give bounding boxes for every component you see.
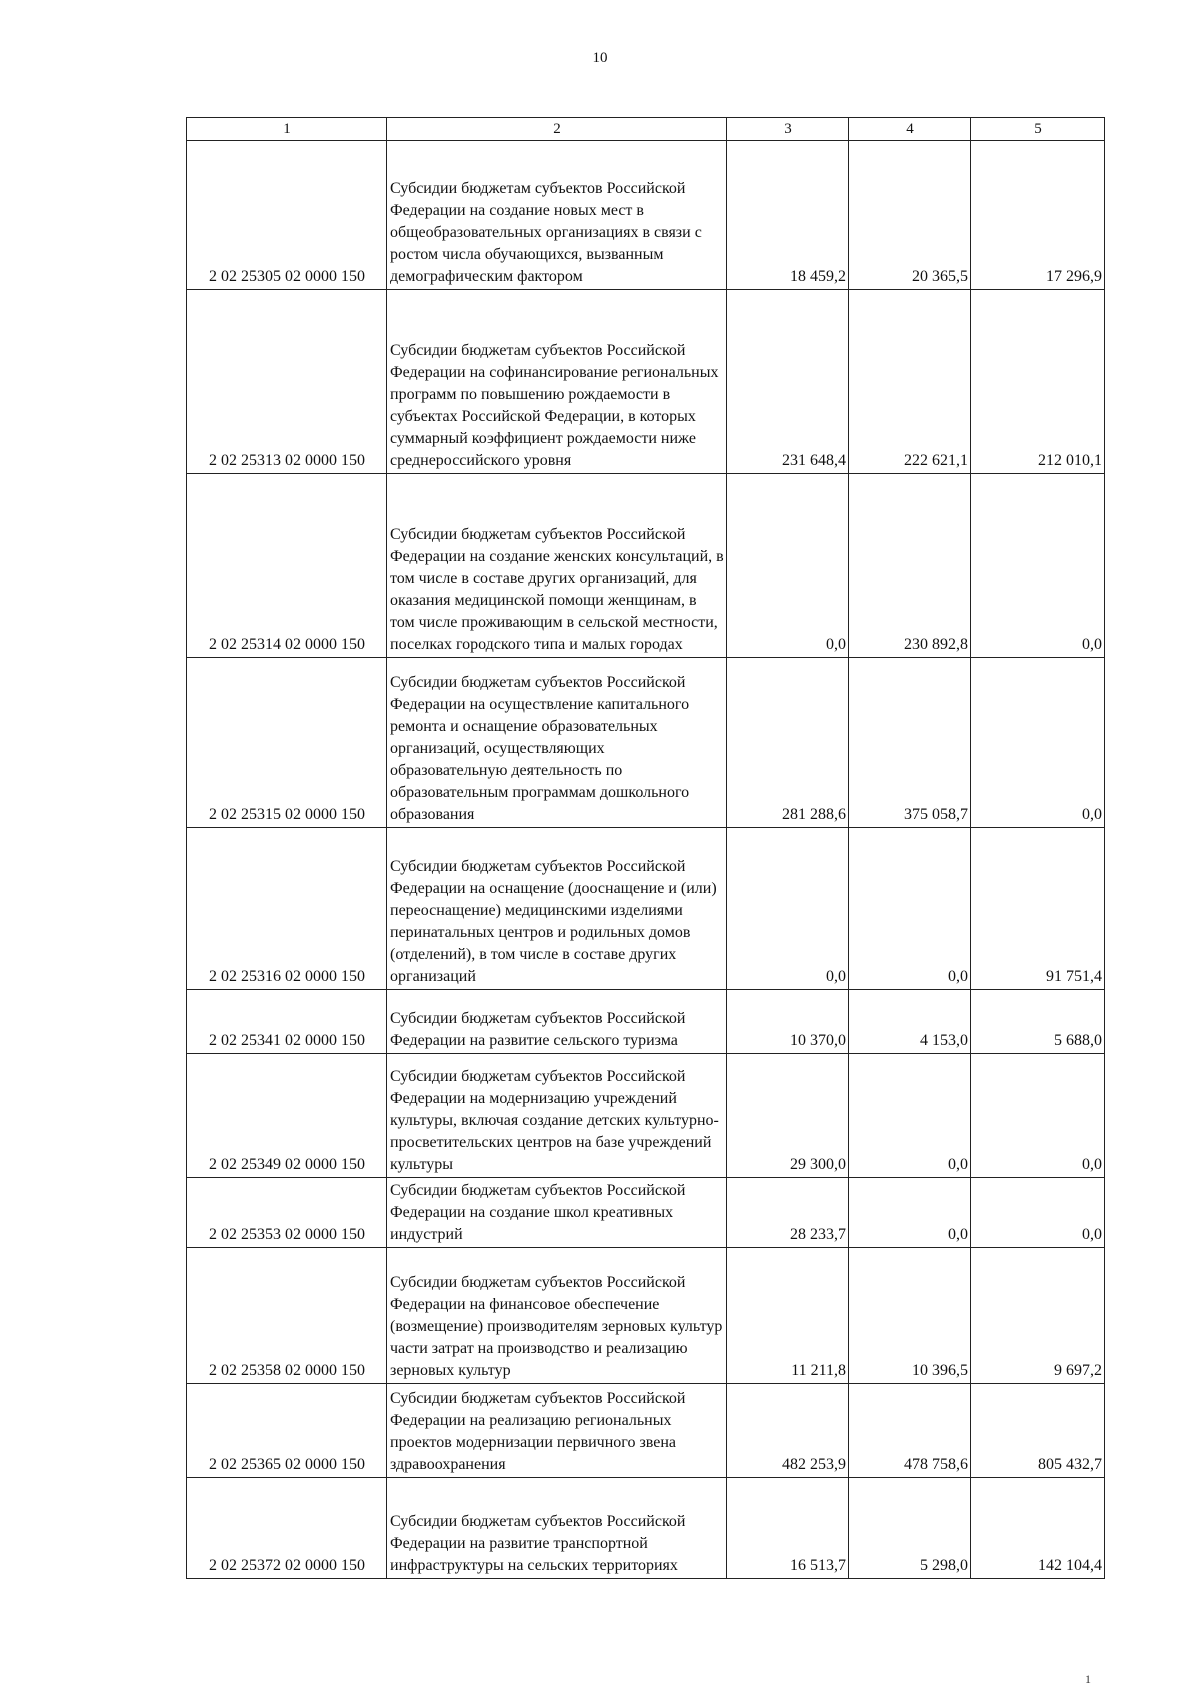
amount-col4-cell: 478 758,6 [849,1384,971,1478]
amount-col3-cell: 281 288,6 [727,658,849,828]
description-cell: Субсидии бюджетам субъектов Российской Федерации на развитие транспортной инфраструктуры на сельских территориях [387,1478,727,1579]
description-cell: Субсидии бюджетам субъектов Российской Федерации на оснащение (дооснащение и (или) переоснащение) медицинскими изделиями перинатальных центров и родильных домов (отделений), в том числе в составе других организаций [387,828,727,990]
amount-col5-cell: 212 010,1 [971,290,1105,474]
amount-col5-cell: 0,0 [971,1054,1105,1178]
amount-col5-cell: 0,0 [971,1178,1105,1248]
amount-col5-cell: 0,0 [971,658,1105,828]
header-col-4: 4 [849,118,971,141]
amount-col3-cell: 11 211,8 [727,1248,849,1384]
table-header-row [187,118,1105,141]
budget-code-cell: 2 02 25349 02 0000 150 [187,1054,387,1178]
header-col-5: 5 [971,118,1105,141]
table-row [187,990,1105,1054]
budget-code-cell: 2 02 25358 02 0000 150 [187,1248,387,1384]
amount-col3-cell: 28 233,7 [727,1178,849,1248]
description-cell: Субсидии бюджетам субъектов Российской Федерации на финансовое обеспечение (возмещение) производителям зерновых культур части затрат на производство и реализацию зерновых культур [387,1248,727,1384]
amount-col4-cell: 10 396,5 [849,1248,971,1384]
page-number: 10 [592,50,608,66]
table-row [187,141,1105,290]
budget-code-cell: 2 02 25316 02 0000 150 [187,828,387,990]
table-row [187,474,1105,658]
amount-col4-cell: 5 298,0 [849,1478,971,1579]
table-row [187,1054,1105,1178]
budget-revenue-table [186,117,1105,1579]
description-cell: Субсидии бюджетам субъектов Российской Федерации на создание школ креативных индустрий [387,1178,727,1248]
header-col-2: 2 [387,118,727,141]
amount-col3-cell: 29 300,0 [727,1054,849,1178]
amount-col3-cell: 231 648,4 [727,290,849,474]
budget-code-cell: 2 02 25305 02 0000 150 [187,141,387,290]
amount-col5-cell: 142 104,4 [971,1478,1105,1579]
description-cell: Субсидии бюджетам субъектов Российской Федерации на развитие сельского туризма [387,990,727,1054]
amount-col4-cell: 0,0 [849,1054,971,1178]
amount-col3-cell: 10 370,0 [727,990,849,1054]
amount-col4-cell: 222 621,1 [849,290,971,474]
description-cell: Субсидии бюджетам субъектов Российской Федерации на реализацию региональных проектов модернизации первичного звена здравоохранения [387,1384,727,1478]
budget-code-cell: 2 02 25341 02 0000 150 [187,990,387,1054]
amount-col5-cell: 9 697,2 [971,1248,1105,1384]
table-row [187,828,1105,990]
header-col-3: 3 [727,118,849,141]
description-cell: Субсидии бюджетам субъектов Российской Федерации на создание женских консультаций, в том числе в составе других организаций, для оказания медицинской помощи женщинам, в том числе проживающим в сельской местности, поселках городского типа и малых городах [387,474,727,658]
amount-col5-cell: 805 432,7 [971,1384,1105,1478]
table-row [187,1248,1105,1384]
table-row [187,290,1105,474]
amount-col5-cell: 91 751,4 [971,828,1105,990]
table-row [187,1178,1105,1248]
budget-code-cell: 2 02 25365 02 0000 150 [187,1384,387,1478]
description-cell: Субсидии бюджетам субъектов Российской Федерации на софинансирование региональных программ по повышению рождаемости в субъектах Российской Федерации, в которых суммарный коэффициент рождаемости ниже среднероссийского уровня [387,290,727,474]
table-row [187,1478,1105,1579]
amount-col5-cell: 17 296,9 [971,141,1105,290]
amount-col4-cell: 20 365,5 [849,141,971,290]
amount-col4-cell: 375 058,7 [849,658,971,828]
budget-code-cell: 2 02 25315 02 0000 150 [187,658,387,828]
budget-code-cell: 2 02 25314 02 0000 150 [187,474,387,658]
amount-col3-cell: 18 459,2 [727,141,849,290]
description-cell: Субсидии бюджетам субъектов Российской Федерации на создание новых мест в общеобразовательных организациях в связи с ростом числа обучающихся, вызванным демографическим фактором [387,141,727,290]
description-cell: Субсидии бюджетам субъектов Российской Федерации на осуществление капитального ремонта и оснащение образовательных организаций, осуществляющих образовательную деятельность по образовательным программам дошкольного образования [387,658,727,828]
header-col-1: 1 [187,118,387,141]
corner-mark: 1 [1085,1672,1091,1686]
amount-col4-cell: 0,0 [849,828,971,990]
description-cell: Субсидии бюджетам субъектов Российской Федерации на модернизацию учреждений культуры, включая создание детских культурно-просветительских центров на базе учреждений культуры [387,1054,727,1178]
amount-col4-cell: 4 153,0 [849,990,971,1054]
amount-col4-cell: 230 892,8 [849,474,971,658]
amount-col3-cell: 0,0 [727,474,849,658]
amount-col5-cell: 0,0 [971,474,1105,658]
budget-code-cell: 2 02 25353 02 0000 150 [187,1178,387,1248]
table-row [187,658,1105,828]
amount-col4-cell: 0,0 [849,1178,971,1248]
amount-col3-cell: 482 253,9 [727,1384,849,1478]
amount-col3-cell: 16 513,7 [727,1478,849,1579]
amount-col3-cell: 0,0 [727,828,849,990]
budget-code-cell: 2 02 25313 02 0000 150 [187,290,387,474]
table-row [187,1384,1105,1478]
budget-code-cell: 2 02 25372 02 0000 150 [187,1478,387,1579]
amount-col5-cell: 5 688,0 [971,990,1105,1054]
